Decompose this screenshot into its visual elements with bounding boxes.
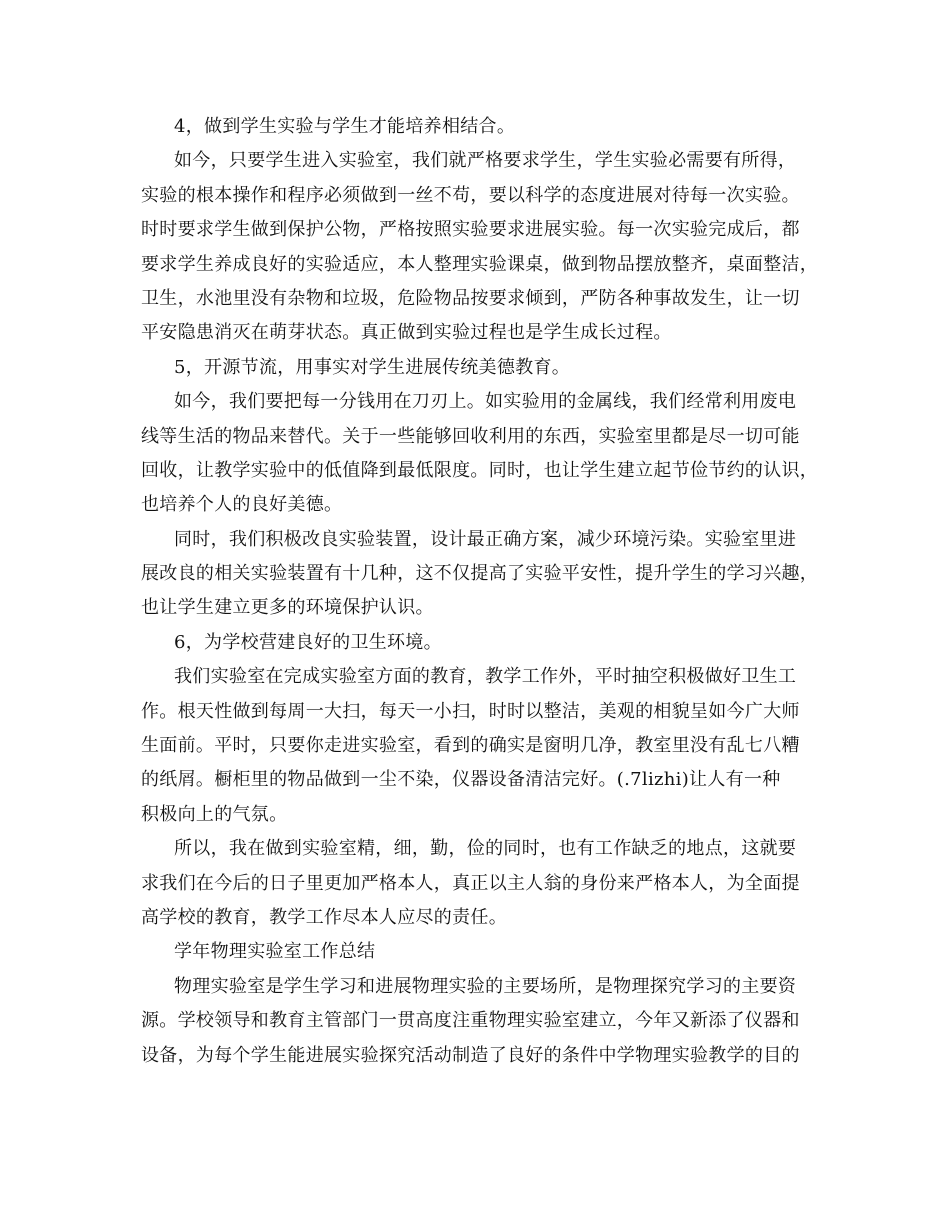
text-line: 作。根天性做到每周一大扫，每天一小扫，时时以整洁，美观的相貌呈如今广大师 (141, 700, 800, 722)
text-line: 生面前。平时，只要你走进实验室，看到的确实是窗明几净，教室里没有乱七八糟 (141, 735, 800, 757)
text-line: 如今，我们要把每一分钱用在刀刃上。如实验用的金属线，我们经常利用废电 (174, 391, 797, 413)
text-line: 4，做到学生实验与学生才能培养相结合。 (174, 116, 516, 137)
text-line: 所以，我在做到实验室精，细，勤，俭的同时，也有工作缺乏的地点，这就要 (174, 838, 797, 860)
text-line: 物理实验室是学生学习和进展物理实验的主要场所，是物理探究学习的主要资 (174, 975, 797, 997)
text-line: 5，开源节流，用事实对学生进展传统美德教育。 (174, 356, 571, 378)
text-line: 源。学校领导和教育主管部门一贯高度注重物理实验室建立，今年又新添了仪器和 (141, 1010, 800, 1032)
text-line: 时时要求学生做到保护公物，严格按照实验要求进展实验。每一次实验完成后，都 (141, 219, 800, 241)
text-line: 如今，只要学生进入实验室，我们就严格要求学生，学生实验必需要有所得， (174, 150, 797, 172)
document-body (141, 110, 819, 1073)
text-line: 平安隐患消灭在萌芽状态。真正做到实验过程也是学生成长过程。 (141, 322, 672, 344)
text-line: 我们实验室在完成实验室方面的教育，教学工作外，平时抽空积极做好卫生工 (174, 666, 797, 688)
text-line: 设备，为每个学生能进展实验探究活动制造了良好的条件中学物理实验教学的目的 (141, 1044, 800, 1066)
text-line: 高学校的教育，教学工作尽本人应尽的责任。 (141, 906, 507, 928)
text-line: 也让学生建立更多的环境保护认识。 (141, 597, 434, 619)
text-line: 实验的根本操作和程序必须做到一丝不苟，要以科学的态度进展对待每一次实验。 (141, 184, 800, 206)
text-line: 学年物理实验室工作总结 (174, 941, 376, 963)
text-line: 卫生，水池里没有杂物和垃圾，危险物品按要求倾到，严防各种事故发生，让一切 (141, 287, 800, 309)
text-line: 6，为学校营建良好的卫生环境。 (174, 631, 442, 653)
text-line: 回收，让教学实验中的低值降到最低限度。同时，也让学生建立起节俭节约的认识， (141, 459, 819, 481)
text-line: 同时，我们积极改良实验装置，设计最正确方案，减少环境污染。实验室里进 (174, 528, 797, 550)
text-line: 展改良的相关实验装置有十几种，这不仅提高了实验平安性，提升学生的学习兴趣， (141, 563, 819, 585)
text-line: 的纸屑。橱柜里的物品做到一尘不染，仪器设备清洁完好。(.7lizhi)让人有一种 (141, 769, 781, 791)
text-line: 求我们在今后的日子里更加严格本人，真正以主人翁的身份来严格本人，为全面提 (141, 872, 800, 894)
text-line: 要求学生养成良好的实验适应，本人整理实验课桌，做到物品摆放整齐，桌面整洁， (141, 253, 819, 275)
text-line: 也培养个人的良好美德。 (141, 494, 343, 516)
text-line: 线等生活的物品来替代。关于一些能够回收利用的东西，实验室里都是尽一切可能 (141, 425, 800, 447)
text-line: 积极向上的气氛。 (141, 803, 288, 825)
